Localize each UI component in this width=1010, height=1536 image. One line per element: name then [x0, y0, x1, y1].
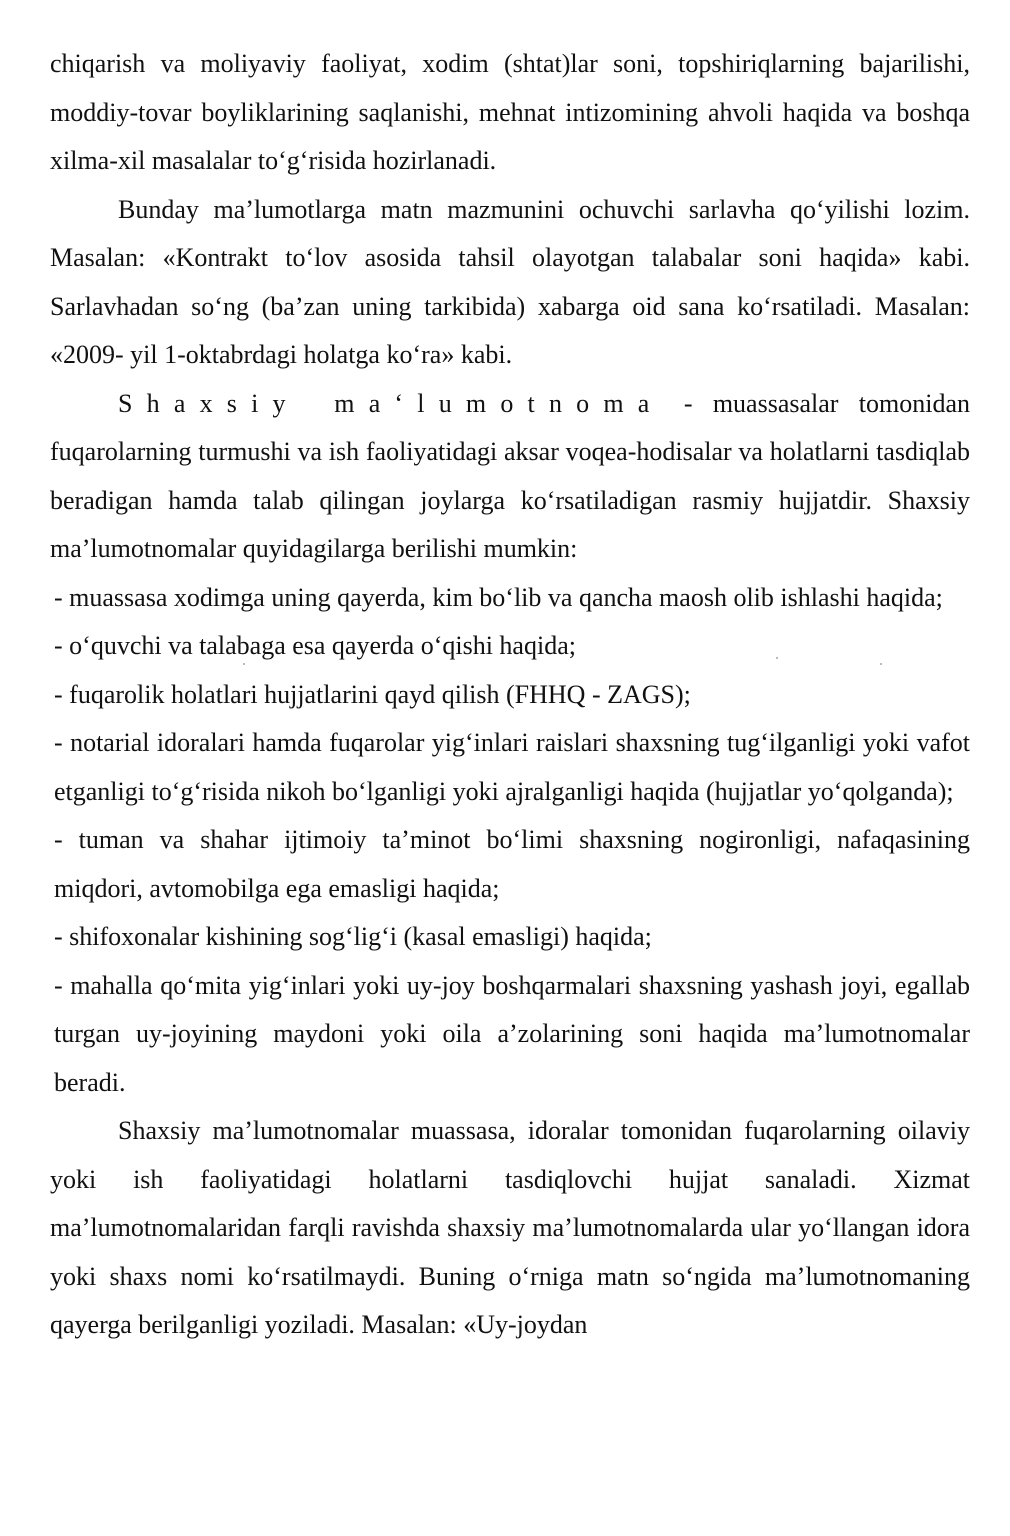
list-item: - shifoxonalar kishining sog‘lig‘i (kasal emasligi) haqida;: [54, 922, 652, 951]
list-item: - notarial idoralari hamda fuqarolar yig‘inlari raislari shaxsning tug‘ilganligi yoki vafot etganligi to‘g‘risida nikoh bo‘lganligi yoki ajralganligi haqida (hujjatlar yo‘qolganda);: [54, 728, 970, 806]
list-item: - tuman va shahar ijtimoiy ta’minot bo‘limi shaxsning nogironligi, nafaqasining miqdori, avtomobilga ega emasligi haqida;: [54, 825, 970, 903]
definition-text: - muassasalar tomonidan fuqarolarning turmushi va ish faoliyatidagi aksar voqea-hodisalar va holatlarni tasdiqlab beradigan hamda talab qilingan joylarga ko‘rsatiladigan rasmiy hujjatdir. Shaxsiy ma’lumotnomalar quyidagilarga berilishi mumkin:: [50, 388, 970, 563]
list-item: - muassasa xodimga uning qayerda, kim bo‘lib va qancha maosh olib ishlashi haqida;: [54, 582, 943, 612]
paragraph-definition: [50, 380, 970, 574]
list-item: - o‘quvchi va talabaga esa qayerda o‘qishi haqida;: [54, 631, 576, 660]
scan-speck: [243, 663, 245, 665]
scan-speck: [776, 657, 778, 659]
defined-term: Shaxsiy ma‘lumotnoma: [118, 388, 664, 418]
paragraph-closing: Shaxsiy ma’lumotnomalar muassasa, idoralar tomonidan fuqarolarning oilaviy yoki ish faoliyatidagi holatlarni tasdiqlovchi hujjat sanaladi. Xizmat ma’lumotnomalaridan farqli ravishda shaxsiy ma’lumotnomalarda ular yo‘llangan idora yoki shaxs nomi ko‘rsatilmaydi. Buning o‘rniga matn so‘ngida ma’lumotnomaning qayerga berilganligi yoziladi. Masalan: «Uy-joydan: [50, 1116, 970, 1339]
document-page: [50, 40, 970, 1350]
paragraph-heading-rule: Bunday ma’lumotlarga matn mazmunini ochuvchi sarlavha qo‘yilishi lozim. Masalan: «Kontrakt to‘lov asosida tahsil olayotgan talabalar soni haqida» kabi. Sarlavhadan so‘ng (ba’zan uning tarkibida) xabarga oid sana ko‘rsatiladi. Masalan: «2009- yil 1-oktabrdagi holatga ko‘ra» kabi.: [50, 194, 970, 369]
scan-speck: [880, 663, 882, 665]
list-item: - fuqarolik holatlari hujjatlarini qayd qilish (FHHQ - ZAGS);: [54, 679, 691, 709]
list-item: - mahalla qo‘mita yig‘inlari yoki uy-joy boshqarmalari shaxsning yashash joyi, egallab turgan uy-joyining maydoni yoki oila a’zolarining soni haqida ma’lumotnomalar beradi.: [54, 970, 970, 1097]
paragraph-continued: chiqarish va moliyaviy faoliyat, xodim (shtat)lar soni, topshiriqlarning bajarilishi, moddiy-tovar boyliklarining saqlanishi, mehnat intizomining ahvoli haqida va boshqa xilma-xil masalalar to‘g‘risida hozirlanadi.: [50, 49, 970, 175]
